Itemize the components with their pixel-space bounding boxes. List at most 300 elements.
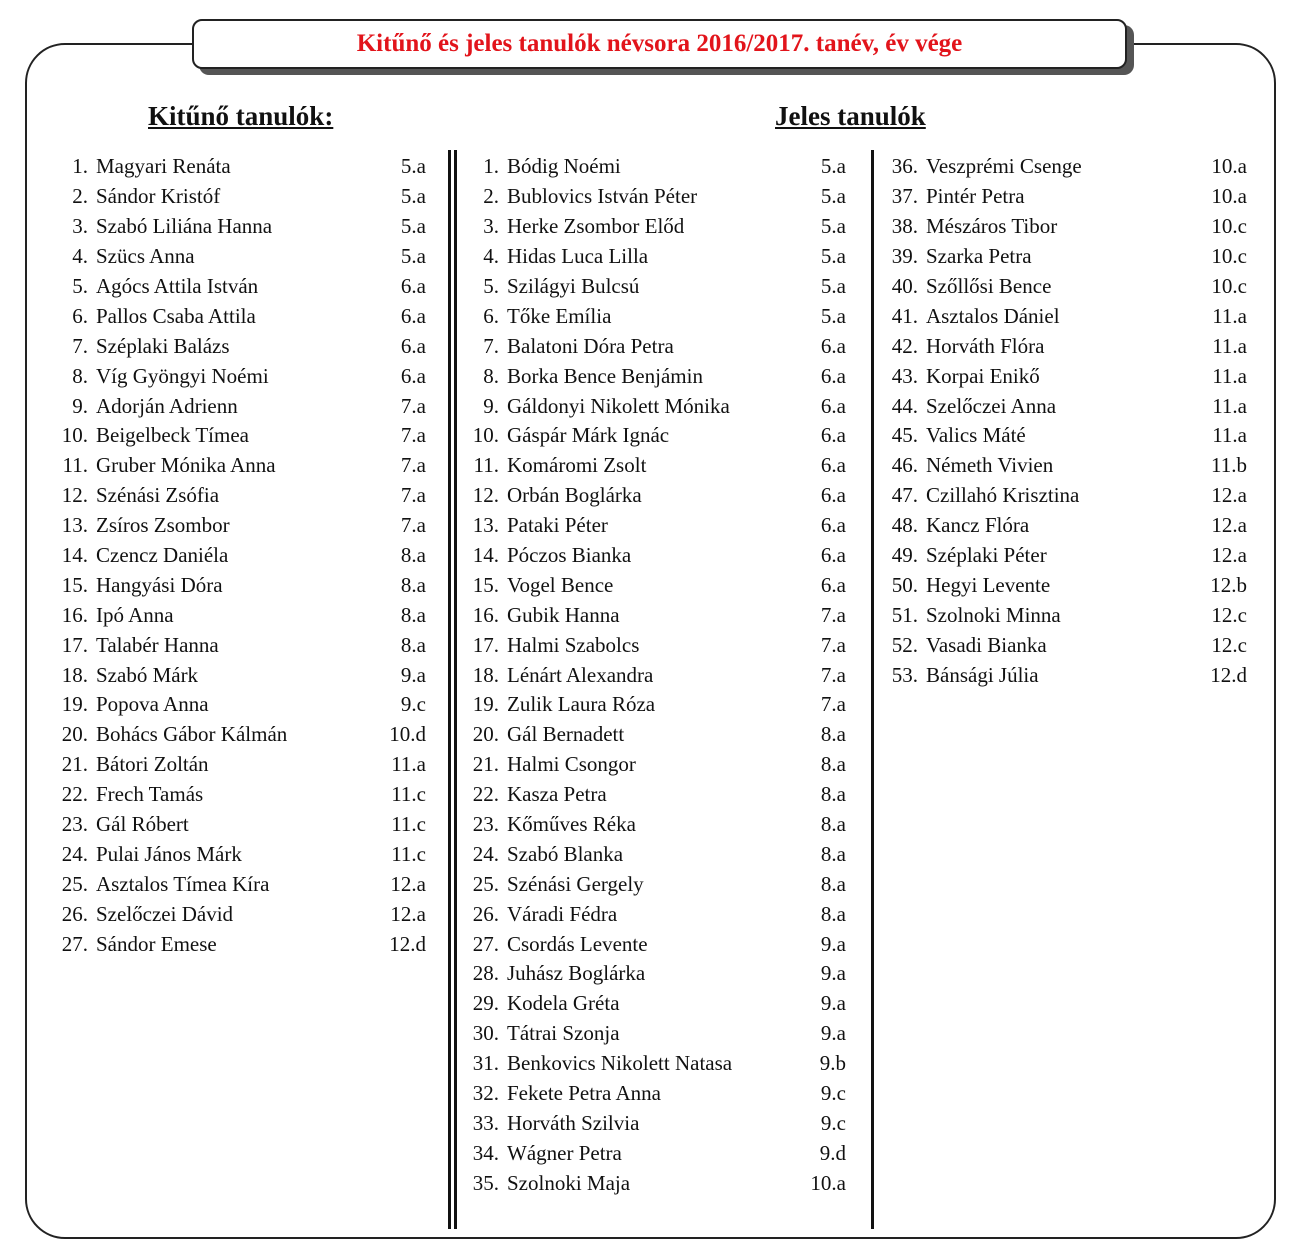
- list-item: [54, 361, 426, 391]
- list-item: [465, 1019, 846, 1049]
- item-number: 12.: [61, 483, 88, 508]
- class-label: 8.a: [820, 901, 846, 926]
- student-name: Szelőczei Dávid: [96, 901, 234, 926]
- list-item: [465, 212, 846, 242]
- class-label: 9.a: [400, 662, 426, 687]
- student-name: Juhász Boglárka: [507, 961, 646, 986]
- class-label: 12.a: [390, 901, 426, 926]
- list-item: [54, 421, 426, 451]
- student-name: Popova Anna: [96, 692, 209, 717]
- list-item: [465, 600, 846, 630]
- item-number: 13.: [472, 513, 499, 538]
- list-item: [884, 272, 1247, 302]
- list-item: [54, 869, 426, 899]
- class-label: 12.a: [1211, 543, 1247, 568]
- item-number: 2.: [72, 184, 88, 209]
- class-label: 11.a: [391, 752, 426, 777]
- list-item: [465, 421, 846, 451]
- class-label: 9.c: [820, 1081, 846, 1106]
- item-number: 6.: [72, 303, 88, 328]
- item-number: 36.: [891, 154, 918, 179]
- class-label: 11.a: [1212, 393, 1247, 418]
- class-label: 9.c: [820, 1110, 846, 1135]
- list-item: [465, 301, 846, 331]
- list-item: [465, 839, 846, 869]
- student-name: Agócs Attila István: [96, 274, 259, 298]
- student-name: Fekete Petra Anna: [507, 1081, 661, 1106]
- list-item: [884, 301, 1247, 331]
- list-item: [54, 720, 426, 750]
- student-name: Czillahó Krisztina: [926, 483, 1080, 508]
- item-number: 18.: [472, 662, 499, 687]
- item-number: 8.: [72, 363, 88, 388]
- student-name: Kodela Gréta: [507, 991, 620, 1016]
- list-item: [465, 242, 846, 272]
- page-title: Kitűnő és jeles tanulók névsora 2016/2017. tanév, év vége: [356, 30, 963, 57]
- student-name: Halmi Csongor: [507, 752, 636, 777]
- item-number: 50.: [891, 572, 918, 597]
- student-name: Szolnoki Maja: [507, 1170, 631, 1195]
- student-name: Szilágyi Bulcsú: [507, 274, 640, 298]
- class-label: 5.a: [820, 303, 846, 328]
- list-item: [54, 839, 426, 869]
- list-item: [465, 541, 846, 571]
- student-name: Pallos Csaba Attila: [96, 303, 256, 328]
- class-label: 6.a: [400, 363, 426, 388]
- class-label: 11.c: [391, 782, 426, 807]
- student-name: Adorján Adrienn: [96, 393, 238, 418]
- class-label: 6.a: [400, 274, 426, 298]
- class-label: 6.a: [820, 453, 846, 478]
- student-name: Magyari Renáta: [96, 154, 231, 179]
- item-number: 25.: [472, 871, 499, 896]
- class-label: 6.a: [820, 572, 846, 597]
- item-number: 11.: [62, 453, 88, 478]
- class-label: 5.a: [820, 244, 846, 269]
- class-label: 5.a: [820, 274, 846, 298]
- class-label: 10.c: [1211, 274, 1247, 298]
- student-name: Wágner Petra: [507, 1140, 622, 1165]
- list-item: [465, 929, 846, 959]
- item-number: 48.: [891, 513, 918, 538]
- excellent-list: [54, 152, 426, 959]
- list-item: [465, 511, 846, 541]
- student-name: Pulai János Márk: [96, 841, 242, 866]
- list-item: [54, 182, 426, 212]
- item-number: 1.: [483, 154, 499, 179]
- list-item: [54, 331, 426, 361]
- good-list-2: [884, 152, 1247, 690]
- list-item: [884, 421, 1247, 451]
- list-item: [465, 750, 846, 780]
- list-item: [465, 720, 846, 750]
- class-label: 12.a: [1211, 483, 1247, 508]
- student-name: Sándor Kristóf: [96, 184, 221, 209]
- class-label: 11.a: [1212, 423, 1247, 448]
- class-label: 6.a: [820, 423, 846, 448]
- list-item: [465, 660, 846, 690]
- list-item: [465, 780, 846, 810]
- class-label: 9.b: [819, 1051, 846, 1076]
- class-label: 8.a: [820, 752, 846, 777]
- student-name: Szabó Liliána Hanna: [96, 214, 273, 239]
- class-label: 12.a: [390, 871, 426, 896]
- item-number: 30.: [472, 1021, 499, 1046]
- item-number: 10.: [61, 423, 88, 448]
- student-name: Kőműves Réka: [507, 812, 636, 837]
- student-name: Benkovics Nikolett Natasa: [507, 1051, 733, 1076]
- column-divider: [871, 150, 874, 1229]
- list-item: [465, 182, 846, 212]
- list-item: [54, 810, 426, 840]
- list-item: [884, 541, 1247, 571]
- student-name: Veszprémi Csenge: [926, 154, 1082, 179]
- class-label: 10.a: [810, 1170, 846, 1195]
- class-label: 10.a: [1211, 154, 1247, 179]
- item-number: 21.: [61, 752, 88, 777]
- item-number: 20.: [61, 722, 88, 747]
- student-name: Mészáros Tibor: [926, 214, 1058, 239]
- good-list-1: [465, 152, 846, 1198]
- list-item: [54, 660, 426, 690]
- class-label: 5.a: [820, 184, 846, 209]
- column-divider: [448, 150, 451, 1229]
- student-name: Horváth Flóra: [926, 333, 1045, 358]
- item-number: 34.: [472, 1140, 499, 1165]
- student-name: Komáromi Zsolt: [507, 453, 647, 478]
- student-name: Vogel Bence: [507, 572, 614, 597]
- item-number: 45.: [891, 423, 918, 448]
- list-item: [465, 391, 846, 421]
- class-label: 5.a: [400, 244, 426, 269]
- list-item: [465, 1138, 846, 1168]
- class-label: 10.a: [1211, 184, 1247, 209]
- class-label: 6.a: [820, 513, 846, 538]
- list-item: [54, 301, 426, 331]
- item-number: 41.: [891, 303, 918, 328]
- class-label: 12.d: [1210, 662, 1247, 687]
- list-item: [884, 242, 1247, 272]
- class-label: 6.a: [400, 333, 426, 358]
- good-heading: Jeles tanulók: [775, 101, 926, 131]
- list-item: [54, 451, 426, 481]
- list-item: [465, 690, 846, 720]
- list-item: [465, 959, 846, 989]
- item-number: 22.: [61, 782, 88, 807]
- list-item: [884, 630, 1247, 660]
- item-number: 20.: [472, 722, 499, 747]
- item-number: 17.: [472, 632, 499, 657]
- item-number: 5.: [483, 274, 499, 298]
- list-item: [884, 511, 1247, 541]
- student-name: Korpai Enikő: [926, 363, 1040, 388]
- class-label: 11.b: [1211, 453, 1247, 478]
- excellent-heading: Kitűnő tanulók:: [148, 101, 334, 131]
- list-item: [884, 600, 1247, 630]
- class-label: 8.a: [400, 602, 426, 627]
- list-item: [465, 989, 846, 1019]
- list-item: [465, 810, 846, 840]
- list-item: [465, 570, 846, 600]
- student-name: Széplaki Balázs: [96, 333, 230, 358]
- student-name: Szénási Zsófia: [96, 483, 220, 508]
- list-item: [884, 331, 1247, 361]
- class-label: 8.a: [400, 543, 426, 568]
- class-label: 12.b: [1210, 572, 1247, 597]
- class-label: 9.a: [820, 961, 846, 986]
- class-label: 7.a: [400, 453, 426, 478]
- item-number: 5.: [72, 274, 88, 298]
- list-item: [54, 929, 426, 959]
- student-name: Horváth Szilvia: [507, 1110, 640, 1135]
- student-name: Németh Vivien: [926, 453, 1054, 478]
- class-label: 9.c: [400, 692, 426, 717]
- class-label: 7.a: [400, 393, 426, 418]
- list-item: [884, 212, 1247, 242]
- student-name: Czencz Daniéla: [96, 543, 229, 568]
- list-item: [54, 750, 426, 780]
- class-label: 6.a: [400, 303, 426, 328]
- student-name: Zsíros Zsombor: [96, 513, 230, 538]
- item-number: 23.: [61, 812, 88, 837]
- class-label: 8.a: [820, 841, 846, 866]
- item-number: 3.: [483, 214, 499, 239]
- student-name: Tátrai Szonja: [507, 1021, 620, 1046]
- class-label: 11.a: [1212, 303, 1247, 328]
- item-number: 23.: [472, 812, 499, 837]
- class-label: 12.a: [1211, 513, 1247, 538]
- student-name: Vasadi Bianka: [926, 632, 1047, 657]
- item-number: 42.: [891, 333, 918, 358]
- list-item: [54, 152, 426, 182]
- list-item: [54, 212, 426, 242]
- student-name: Herke Zsombor Előd: [507, 214, 685, 239]
- student-name: Pataki Péter: [507, 513, 608, 538]
- item-number: 17.: [61, 632, 88, 657]
- class-label: 10.d: [389, 722, 426, 747]
- student-name: Szénási Gergely: [507, 871, 644, 896]
- list-item: [54, 481, 426, 511]
- student-name: Frech Tamás: [96, 782, 204, 807]
- class-label: 7.a: [400, 483, 426, 508]
- list-item: [54, 690, 426, 720]
- class-label: 11.a: [1212, 363, 1247, 388]
- student-name: Szolnoki Minna: [926, 602, 1061, 627]
- student-name: Gruber Mónika Anna: [96, 453, 276, 478]
- student-name: Bátori Zoltán: [96, 752, 209, 777]
- class-label: 11.c: [391, 841, 426, 866]
- item-number: 39.: [891, 244, 918, 269]
- list-item: [465, 1079, 846, 1109]
- list-item: [54, 242, 426, 272]
- class-label: 10.c: [1211, 244, 1247, 269]
- student-name: Gubik Hanna: [507, 602, 620, 627]
- list-item: [884, 481, 1247, 511]
- item-number: 24.: [61, 841, 88, 866]
- item-number: 13.: [61, 513, 88, 538]
- student-name: Váradi Fédra: [507, 901, 618, 926]
- class-label: 5.a: [400, 154, 426, 179]
- item-number: 16.: [472, 602, 499, 627]
- student-name: Balatoni Dóra Petra: [507, 333, 674, 358]
- list-item: [54, 899, 426, 929]
- column-divider: [454, 150, 457, 1229]
- item-number: 12.: [472, 483, 499, 508]
- student-name: Víg Gyöngyi Noémi: [96, 363, 269, 388]
- item-number: 16.: [61, 602, 88, 627]
- class-label: 12.c: [1211, 602, 1247, 627]
- class-label: 9.a: [820, 1021, 846, 1046]
- student-name: Csordás Levente: [507, 931, 648, 956]
- item-number: 21.: [472, 752, 499, 777]
- list-item: [465, 630, 846, 660]
- item-number: 2.: [483, 184, 499, 209]
- item-number: 35.: [472, 1170, 499, 1195]
- student-name: Zulik Laura Róza: [507, 692, 656, 717]
- list-item: [54, 600, 426, 630]
- item-number: 51.: [891, 602, 918, 627]
- student-name: Széplaki Péter: [926, 543, 1047, 568]
- student-name: Asztalos Dániel: [926, 303, 1060, 328]
- class-label: 7.a: [820, 632, 846, 657]
- list-item: [465, 1049, 846, 1079]
- list-item: [465, 331, 846, 361]
- class-label: 9.d: [819, 1140, 846, 1165]
- list-item: [54, 570, 426, 600]
- item-number: 40.: [891, 274, 918, 298]
- item-number: 9.: [72, 393, 88, 418]
- item-number: 37.: [891, 184, 918, 209]
- class-label: 6.a: [820, 483, 846, 508]
- item-number: 26.: [61, 901, 88, 926]
- class-label: 11.c: [391, 812, 426, 837]
- item-number: 10.: [472, 423, 499, 448]
- item-number: 6.: [483, 303, 499, 328]
- item-number: 19.: [472, 692, 499, 717]
- class-label: 9.a: [820, 931, 846, 956]
- student-name: Bódig Noémi: [507, 154, 621, 179]
- student-name: Bánsági Júlia: [926, 662, 1039, 687]
- class-label: 7.a: [400, 423, 426, 448]
- class-label: 8.a: [400, 572, 426, 597]
- item-number: 9.: [483, 393, 499, 418]
- student-name: Gál Róbert: [96, 812, 189, 837]
- item-number: 15.: [472, 572, 499, 597]
- student-name: Szücs Anna: [96, 244, 195, 269]
- student-name: Kancz Flóra: [926, 513, 1030, 538]
- class-label: 8.a: [820, 871, 846, 896]
- item-number: 28.: [472, 961, 499, 986]
- item-number: 4.: [72, 244, 88, 269]
- class-label: 8.a: [820, 782, 846, 807]
- class-label: 6.a: [820, 363, 846, 388]
- list-item: [465, 451, 846, 481]
- list-item: [884, 660, 1247, 690]
- item-number: 26.: [472, 901, 499, 926]
- student-name: Lénárt Alexandra: [507, 662, 654, 687]
- student-name: Bohács Gábor Kálmán: [96, 722, 288, 747]
- item-number: 29.: [472, 991, 499, 1016]
- item-number: 43.: [891, 363, 918, 388]
- class-label: 9.a: [820, 991, 846, 1016]
- student-name: Valics Máté: [926, 423, 1026, 448]
- student-name: Tőke Emília: [507, 303, 612, 328]
- list-item: [465, 361, 846, 391]
- list-item: [465, 869, 846, 899]
- student-name: Borka Bence Benjámin: [507, 363, 703, 388]
- item-number: 19.: [61, 692, 88, 717]
- student-name: Hidas Luca Lilla: [507, 244, 649, 269]
- item-number: 27.: [61, 931, 88, 956]
- item-number: 49.: [891, 543, 918, 568]
- item-number: 53.: [891, 662, 918, 687]
- student-name: Szabó Márk: [96, 662, 199, 687]
- student-name: Pintér Petra: [926, 184, 1025, 209]
- item-number: 7.: [72, 333, 88, 358]
- list-item: [54, 272, 426, 302]
- class-label: 12.c: [1211, 632, 1247, 657]
- student-name: Póczos Bianka: [507, 543, 632, 568]
- student-name: Hangyási Dóra: [96, 572, 223, 597]
- item-number: 47.: [891, 483, 918, 508]
- list-item: [465, 152, 846, 182]
- student-name: Gál Bernadett: [507, 722, 625, 747]
- class-label: 7.a: [400, 513, 426, 538]
- class-label: 8.a: [820, 722, 846, 747]
- class-label: 5.a: [820, 154, 846, 179]
- list-item: [884, 152, 1247, 182]
- student-name: Gáspár Márk Ignác: [507, 423, 670, 448]
- list-item: [884, 182, 1247, 212]
- list-item: [54, 630, 426, 660]
- item-number: 3.: [72, 214, 88, 239]
- list-item: [54, 780, 426, 810]
- class-label: 7.a: [820, 602, 846, 627]
- class-label: 5.a: [400, 184, 426, 209]
- list-item: [884, 391, 1247, 421]
- item-number: 11.: [473, 453, 499, 478]
- item-number: 15.: [61, 572, 88, 597]
- list-item: [884, 361, 1247, 391]
- class-label: 7.a: [820, 692, 846, 717]
- item-number: 14.: [61, 543, 88, 568]
- list-item: [465, 1109, 846, 1139]
- title-box: [192, 19, 1127, 69]
- student-name: Orbán Boglárka: [507, 483, 642, 508]
- item-number: 1.: [72, 154, 88, 179]
- student-name: Asztalos Tímea Kíra: [96, 871, 270, 896]
- student-name: Beigelbeck Tímea: [96, 423, 249, 448]
- item-number: 25.: [61, 871, 88, 896]
- item-number: 7.: [483, 333, 499, 358]
- class-label: 8.a: [400, 632, 426, 657]
- class-label: 6.a: [820, 543, 846, 568]
- list-item: [465, 272, 846, 302]
- list-item: [465, 899, 846, 929]
- item-number: 52.: [891, 632, 918, 657]
- student-name: Halmi Szabolcs: [507, 632, 640, 657]
- item-number: 18.: [61, 662, 88, 687]
- class-label: 7.a: [820, 662, 846, 687]
- list-item: [884, 451, 1247, 481]
- item-number: 27.: [472, 931, 499, 956]
- student-name: Szarka Petra: [926, 244, 1032, 269]
- item-number: 4.: [483, 244, 499, 269]
- item-number: 31.: [472, 1051, 499, 1076]
- student-name: Talabér Hanna: [96, 632, 219, 657]
- item-number: 32.: [472, 1081, 499, 1106]
- item-number: 38.: [891, 214, 918, 239]
